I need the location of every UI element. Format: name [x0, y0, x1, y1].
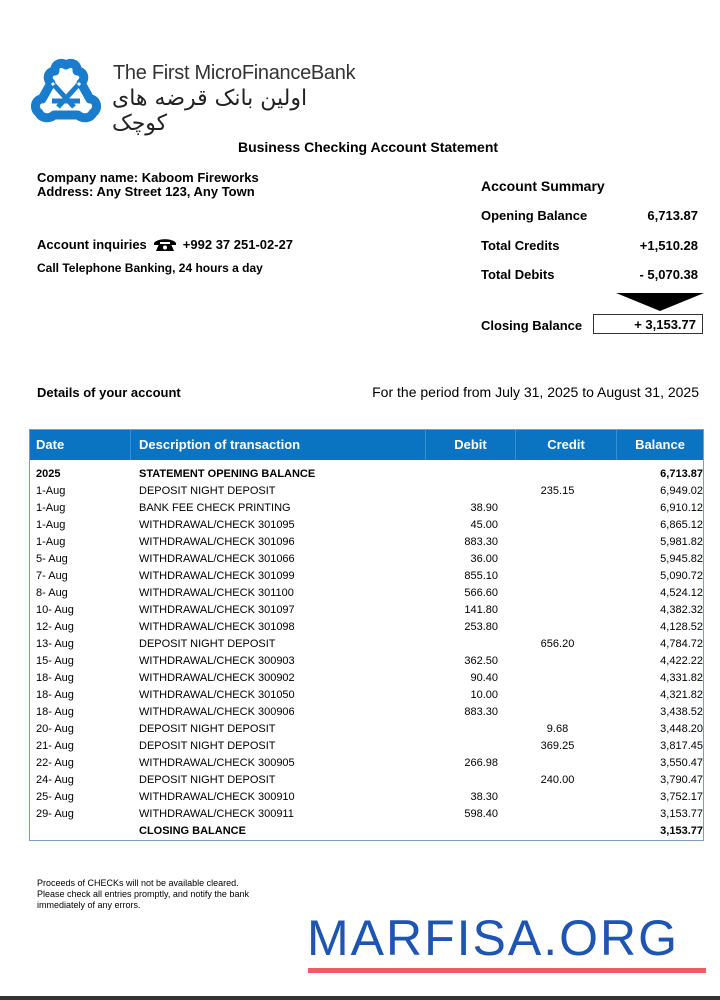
table-row — [30, 806, 703, 823]
table-row — [30, 483, 703, 500]
table-row — [30, 823, 703, 840]
cell-credit — [498, 568, 607, 585]
cell-credit — [498, 551, 607, 568]
table-body — [30, 466, 703, 840]
cell-debit: 10.00 — [470, 689, 498, 701]
cell-debit: 266.98 — [464, 757, 498, 769]
cell-date: 7- Aug — [36, 570, 68, 582]
cell-date: 13- Aug — [36, 638, 74, 650]
table-row — [30, 534, 703, 551]
table-row — [30, 755, 703, 772]
cell-debit — [426, 738, 498, 755]
table-row — [30, 789, 703, 806]
cell-debit: 36.00 — [470, 553, 498, 565]
cell-balance: 3,790.47 — [660, 774, 703, 786]
cell-balance: 6,910.12 — [660, 502, 703, 514]
cell-description: WITHDRAWAL/CHECK 301100 — [139, 587, 294, 599]
cell-date: 12- Aug — [36, 621, 74, 633]
closing-balance-label: Closing Balance — [481, 318, 583, 333]
cell-debit: 883.30 — [464, 536, 498, 548]
cell-credit — [498, 823, 607, 840]
closing-balance-value: + 3,153.77 — [593, 314, 703, 334]
table-row — [30, 602, 703, 619]
cell-date: 18- Aug — [36, 672, 74, 684]
cell-description: WITHDRAWAL/CHECK 300902 — [139, 672, 295, 684]
cell-debit: 883.30 — [464, 706, 498, 718]
cell-description: WITHDRAWAL/CHECK 301098 — [139, 621, 295, 633]
cell-credit — [498, 534, 607, 551]
cell-balance: 3,550.47 — [660, 757, 703, 769]
arrow-down-icon — [616, 293, 704, 311]
cell-debit: 855.10 — [464, 570, 498, 582]
footer-disclaimer: Proceeds of CHECKs will not be available cleared. Please check all entries promptly, and notify the bank immediately of any errors. — [37, 878, 249, 910]
details-label: Details of your account — [37, 385, 181, 400]
brand-underline — [308, 968, 706, 973]
column-header-debit: Debit — [426, 430, 516, 460]
bank-name-english: The First MicroFinanceBank — [113, 62, 356, 84]
cell-balance: 4,331.82 — [660, 672, 703, 684]
table-row — [30, 772, 703, 789]
bottom-divider — [0, 996, 720, 1000]
account-summary-title: Account Summary — [481, 178, 605, 194]
cell-credit — [498, 500, 607, 517]
cell-date: 21- Aug — [36, 740, 74, 752]
opening-balance-label: Opening Balance — [481, 208, 588, 223]
company-name: Company name: Kaboom Fireworks — [37, 170, 259, 185]
table-row — [30, 568, 703, 585]
cell-date: 18- Aug — [36, 689, 74, 701]
cell-balance: 3,448.20 — [660, 723, 703, 735]
total-debits-value: - 5,070.38 — [639, 267, 698, 282]
cell-description: WITHDRAWAL/CHECK 300903 — [139, 655, 295, 667]
cell-date: 10- Aug — [36, 604, 74, 616]
cell-credit — [498, 653, 607, 670]
cell-credit — [498, 755, 607, 772]
cell-description: WITHDRAWAL/CHECK 301050 — [139, 689, 295, 701]
cell-balance: 4,321.82 — [660, 689, 703, 701]
table-row — [30, 704, 703, 721]
statement-period: For the period from July 31, 2025 to August 31, 2025 — [372, 384, 699, 400]
cell-description: WITHDRAWAL/CHECK 300905 — [139, 757, 295, 769]
cell-debit — [426, 483, 498, 500]
cell-description: DEPOSIT NIGHT DEPOSIT — [139, 485, 276, 497]
cell-date: 8- Aug — [36, 587, 68, 599]
column-header-balance: Balance — [635, 437, 685, 452]
cell-balance: 5,090.72 — [660, 570, 703, 582]
cell-description: WITHDRAWAL/CHECK 301095 — [139, 519, 295, 531]
cell-debit — [426, 466, 498, 483]
cell-credit — [498, 789, 607, 806]
table-row — [30, 670, 703, 687]
cell-debit: 566.60 — [464, 587, 498, 599]
cell-credit — [498, 687, 607, 704]
column-header-credit: Credit — [516, 430, 617, 460]
cell-date: 29- Aug — [36, 808, 74, 820]
cell-credit — [498, 602, 607, 619]
telephone-icon — [153, 238, 177, 252]
cell-balance: 3,153.77 — [660, 808, 703, 820]
cell-date: 1-Aug — [36, 485, 66, 497]
table-row — [30, 585, 703, 602]
cell-credit — [498, 806, 607, 823]
cell-credit — [498, 670, 607, 687]
cell-balance: 4,128.52 — [660, 621, 703, 633]
cell-balance: 6,713.87 — [660, 468, 703, 480]
cell-balance: 6,865.12 — [660, 519, 703, 531]
cell-description: WITHDRAWAL/CHECK 300906 — [139, 706, 295, 718]
account-inquiries — [37, 237, 293, 252]
cell-credit — [498, 466, 607, 483]
customer-info — [37, 171, 259, 199]
cell-balance: 3,153.77 — [660, 825, 703, 837]
cell-description: DEPOSIT NIGHT DEPOSIT — [139, 723, 276, 735]
cell-date: 2025 — [36, 468, 61, 480]
bank-name-persian: اولین بانک قرضه های کوچک — [112, 86, 308, 136]
cell-date: 5- Aug — [36, 553, 68, 565]
document-title: Business Checking Account Statement — [237, 139, 499, 155]
watermark-brand: MARFISA.ORG — [307, 910, 680, 966]
cell-description: CLOSING BALANCE — [139, 825, 246, 837]
cell-date: 1-Aug — [36, 519, 66, 531]
cell-description: DEPOSIT NIGHT DEPOSIT — [139, 740, 276, 752]
cell-balance: 6,949.02 — [660, 485, 703, 497]
cell-debit: 38.30 — [470, 791, 498, 803]
transactions-table — [29, 429, 704, 841]
cell-date: 1-Aug — [36, 536, 66, 548]
cell-balance: 4,382.32 — [660, 604, 703, 616]
cell-credit — [498, 517, 607, 534]
cell-debit — [426, 721, 498, 738]
telephone-banking-note: Call Telephone Banking, 24 hours a day — [37, 261, 263, 275]
cell-credit: 656.20 — [540, 638, 575, 650]
inquiries-label: Account inquiries — [37, 237, 147, 252]
cell-debit — [426, 636, 498, 653]
table-row — [30, 738, 703, 755]
cell-date: 18- Aug — [36, 706, 74, 718]
total-debits-label: Total Debits — [481, 267, 555, 282]
table-row — [30, 687, 703, 704]
total-credits-value: +1,510.28 — [639, 238, 698, 253]
cell-debit: 598.40 — [464, 808, 498, 820]
cell-credit — [498, 619, 607, 636]
table-row — [30, 653, 703, 670]
table-row — [30, 551, 703, 568]
cell-description: WITHDRAWAL/CHECK 300911 — [139, 808, 294, 820]
cell-credit: 9.68 — [546, 723, 569, 735]
cell-description: WITHDRAWAL/CHECK 301096 — [139, 536, 295, 548]
cell-debit: 253.80 — [464, 621, 498, 633]
cell-debit — [426, 772, 498, 789]
cell-balance: 3,438.52 — [660, 706, 703, 718]
phone-number: +992 37 251-02-27 — [182, 237, 294, 252]
cell-credit: 235.15 — [540, 485, 575, 497]
cell-balance: 3,817.45 — [660, 740, 703, 752]
cell-debit — [426, 823, 498, 840]
cell-description: BANK FEE CHECK PRINTING — [139, 502, 291, 514]
table-row — [30, 500, 703, 517]
table-row — [30, 721, 703, 738]
cell-balance: 4,784.72 — [660, 638, 703, 650]
cell-date: 24- Aug — [36, 774, 74, 786]
cell-credit: 369.25 — [540, 740, 575, 752]
cell-date: 20- Aug — [36, 723, 74, 735]
column-header-date: Date — [30, 430, 131, 460]
table-row — [30, 466, 703, 483]
cell-description: DEPOSIT NIGHT DEPOSIT — [139, 638, 276, 650]
cell-description: DEPOSIT NIGHT DEPOSIT — [139, 774, 276, 786]
bank-logo-icon — [30, 57, 102, 123]
cell-debit: 362.50 — [464, 655, 498, 667]
table-row — [30, 636, 703, 653]
cell-date: 25- Aug — [36, 791, 74, 803]
table-header — [30, 430, 703, 460]
cell-date: 22- Aug — [36, 757, 74, 769]
table-row — [30, 517, 703, 534]
cell-description: WITHDRAWAL/CHECK 301066 — [139, 553, 295, 565]
cell-balance: 4,422.22 — [660, 655, 703, 667]
cell-credit — [498, 704, 607, 721]
total-credits-label: Total Credits — [481, 238, 560, 253]
column-header-description: Description of transaction — [131, 430, 426, 460]
cell-balance: 5,981.82 — [660, 536, 703, 548]
cell-description: WITHDRAWAL/CHECK 301097 — [139, 604, 295, 616]
cell-date: 15- Aug — [36, 655, 74, 667]
cell-date — [30, 823, 131, 840]
cell-debit: 141.80 — [464, 604, 498, 616]
opening-balance-value: 6,713.87 — [647, 208, 698, 223]
cell-balance: 5,945.82 — [660, 553, 703, 565]
cell-credit: 240.00 — [540, 774, 575, 786]
cell-date: 1-Aug — [36, 502, 66, 514]
cell-balance: 4,524.12 — [660, 587, 703, 599]
cell-description: STATEMENT OPENING BALANCE — [139, 468, 316, 480]
table-row — [30, 619, 703, 636]
cell-credit — [498, 585, 607, 602]
company-address: Address: Any Street 123, Any Town — [37, 184, 255, 199]
cell-debit: 90.40 — [470, 672, 498, 684]
cell-debit: 38.90 — [470, 502, 498, 514]
cell-debit: 45.00 — [470, 519, 498, 531]
cell-description: WITHDRAWAL/CHECK 300910 — [139, 791, 295, 803]
cell-balance: 3,752.17 — [660, 791, 703, 803]
cell-description: WITHDRAWAL/CHECK 301099 — [139, 570, 295, 582]
